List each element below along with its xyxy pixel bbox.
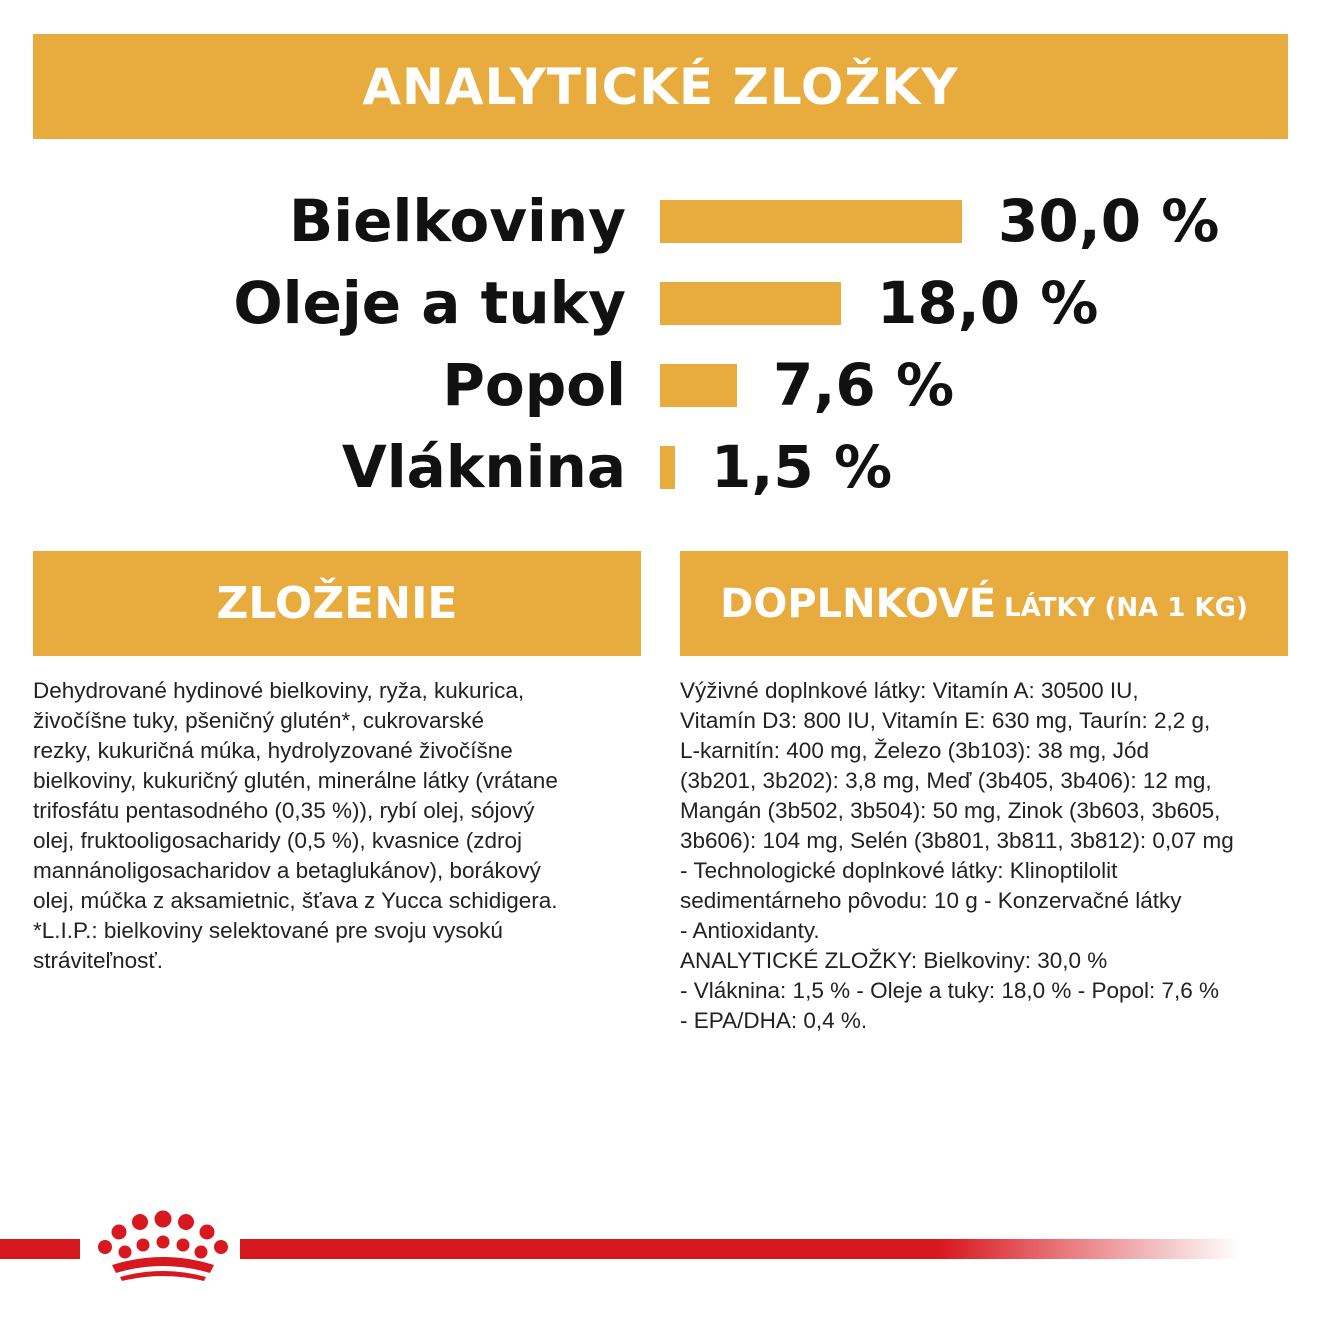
bar-value: 7,6 % (773, 351, 955, 419)
composition-line: rezky, kukuričná múka, hydrolyzované živočíšne (33, 738, 513, 763)
additives-line: L-karnitín: 400 mg, Železo (3b103): 38 mg, Jód (680, 738, 1149, 763)
bar-value: 30,0 % (998, 187, 1220, 255)
additives-line: Mangán (3b502, 3b504): 50 mg, Zinok (3b603, 3b605, (680, 798, 1221, 823)
composition-line: mannánoligosacharidov a betaglukánov), borákový (33, 858, 541, 883)
bar-fill (660, 364, 737, 407)
composition-line: olej, múčka z aksamietnic, šťava z Yucca schidigera. (33, 888, 558, 913)
bar-row-ash (0, 344, 1320, 426)
additives-line: ANALYTICKÉ ZLOŽKY: Bielkoviny: 30,0 % (680, 948, 1108, 973)
additives-line: Vitamín D3: 800 IU, Vitamín E: 630 mg, Taurín: 2,2 g, (680, 708, 1211, 733)
additives-line: - Antioxidanty. (680, 918, 820, 943)
bar-value: 1,5 % (711, 433, 893, 501)
analytic-title: ANALYTICKÉ ZLOŽKY (362, 57, 959, 116)
additives-subtitle: LÁTKY (NA 1 KG) (1004, 592, 1248, 623)
additives-line: - Vláknina: 1,5 % - Oleje a tuky: 18,0 % - Popol: 7,6 % (680, 978, 1220, 1003)
additives-line: (3b201, 3b202): 3,8 mg, Meď (3b405, 3b406): 12 mg, (680, 768, 1212, 793)
composition-line: bielkoviny, kukuričný glutén, minerálne látky (vrátane (33, 768, 558, 793)
composition-line: trifosfátu pentasodného (0,35 %)), rybí olej, sójový (33, 798, 535, 823)
bar-row-fibre (0, 426, 1320, 508)
bar-fill (660, 282, 841, 325)
composition-line: Dehydrované hydinové bielkoviny, ryža, kukurica, (33, 678, 525, 703)
royal-canin-crown-icon (88, 1205, 238, 1285)
bar-fill (660, 446, 675, 489)
footer-red-line-left (0, 1239, 80, 1259)
composition-title: ZLOŽENIE (216, 578, 458, 629)
additives-line: Výživné doplnkové látky: Vitamín A: 30500 IU, (680, 678, 1139, 703)
bar-label: Oleje a tuky (233, 269, 626, 337)
additives-line: - EPA/DHA: 0,4 %. (680, 1008, 868, 1033)
composition-banner (33, 551, 641, 656)
composition-line: olej, fruktooligosacharidy (0,5 %), kvasnice (zdroj (33, 828, 522, 853)
composition-line: stráviteľnosť. (33, 948, 164, 973)
additives-line: 3b606): 104 mg, Selén (3b801, 3b811, 3b812): 0,07 mg (680, 828, 1234, 853)
bar-value: 18,0 % (877, 269, 1099, 337)
additives-text (680, 676, 1288, 1036)
additives-banner (680, 551, 1288, 656)
bar-label: Popol (442, 351, 626, 419)
additives-line: sedimentárneho pôvodu: 10 g - Konzervačné látky (680, 888, 1182, 913)
bar-row-fats (0, 262, 1320, 344)
bar-label: Vláknina (341, 433, 626, 501)
bar-fill (660, 200, 962, 243)
bar-label: Bielkoviny (289, 187, 626, 255)
footer-red-line-right (240, 1239, 1240, 1259)
bar-row-protein (0, 180, 1320, 262)
additives-title: DOPLNKOVÉ (720, 580, 997, 627)
analytic-banner (33, 34, 1288, 139)
composition-line: *L.I.P.: bielkoviny selektované pre svoju vysokú (33, 918, 503, 943)
composition-text (33, 676, 633, 976)
composition-line: živočíšne tuky, pšeničný glutén*, cukrovarské (33, 708, 485, 733)
additives-line: - Technologické doplnkové látky: Klinoptilolit (680, 858, 1118, 883)
